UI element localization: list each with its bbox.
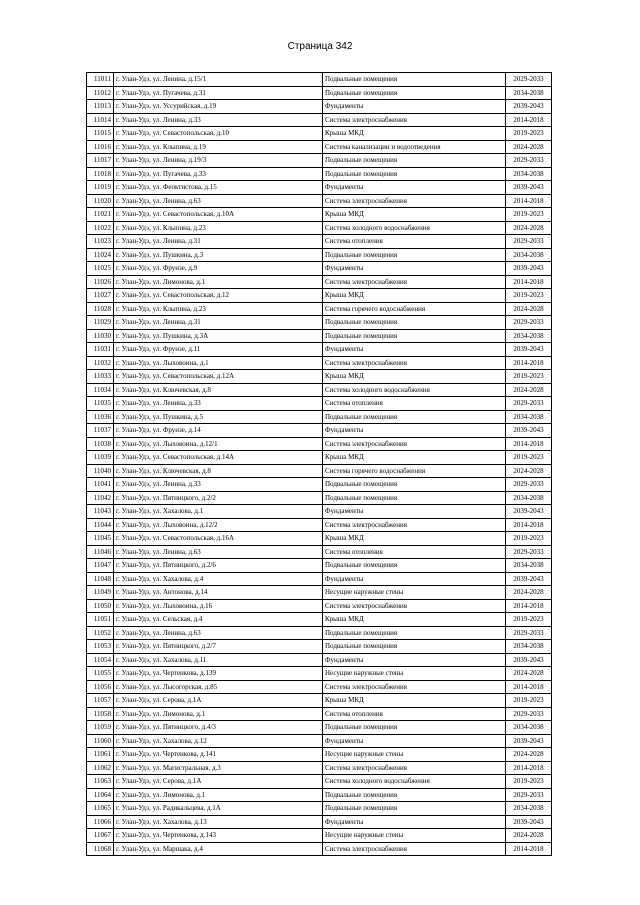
row-period: 2014-2018 (506, 194, 552, 208)
row-number: 11057 (87, 694, 114, 708)
row-period: 2024-2028 (506, 221, 552, 235)
table-row (87, 802, 552, 816)
table-row (87, 545, 552, 559)
row-number: 11020 (87, 194, 114, 208)
table-row (87, 694, 552, 708)
row-address: г. Улан-Удэ, ул. Пугачева, д.31 (114, 86, 323, 100)
row-number: 11060 (87, 734, 114, 748)
row-number: 11046 (87, 545, 114, 559)
row-address: г. Улан-Удэ, ул. Сельская, д.4 (114, 613, 323, 627)
row-number: 11015 (87, 127, 114, 141)
row-address: г. Улан-Удэ, ул. Пятницкого, д.4/3 (114, 721, 323, 735)
row-work-type: Система электроснабжения (323, 275, 506, 289)
table-row (87, 640, 552, 654)
row-period: 2014-2018 (506, 356, 552, 370)
row-number: 11034 (87, 383, 114, 397)
row-number: 11042 (87, 491, 114, 505)
row-work-type: Подвальные помещения (323, 154, 506, 168)
row-period: 2039-2043 (506, 181, 552, 195)
row-period: 2029-2033 (506, 707, 552, 721)
row-work-type: Система электроснабжения (323, 113, 506, 127)
table-row (87, 437, 552, 451)
row-work-type: Фундаменты (323, 343, 506, 357)
row-work-type: Фундаменты (323, 424, 506, 438)
row-number: 11061 (87, 748, 114, 762)
row-address: г. Улан-Удэ, ул. Лыховоина, д.12/1 (114, 437, 323, 451)
row-address: г. Улан-Удэ, ул. Клыпина, д.23 (114, 302, 323, 316)
row-work-type: Несущие наружные стены (323, 667, 506, 681)
row-work-type: Подвальные помещения (323, 329, 506, 343)
page-title: Страница 342 (287, 41, 353, 52)
row-period: 2014-2018 (506, 599, 552, 613)
row-period: 2019-2023 (506, 127, 552, 141)
table-row (87, 194, 552, 208)
row-number: 11043 (87, 505, 114, 519)
row-number: 11035 (87, 397, 114, 411)
table-row (87, 559, 552, 573)
row-number: 11028 (87, 302, 114, 316)
row-work-type: Система электроснабжения (323, 599, 506, 613)
table-row (87, 316, 552, 330)
row-period: 2039-2043 (506, 572, 552, 586)
row-work-type: Подвальные помещения (323, 478, 506, 492)
row-number: 11053 (87, 640, 114, 654)
row-period: 2039-2043 (506, 262, 552, 276)
row-work-type: Подвальные помещения (323, 626, 506, 640)
table-row (87, 208, 552, 222)
row-address: г. Улан-Удэ, ул. Чертенкова, д.139 (114, 667, 323, 681)
row-work-type: Несущие наружные стены (323, 748, 506, 762)
row-work-type: Крыша МКД (323, 451, 506, 465)
row-work-type: Крыша МКД (323, 289, 506, 303)
row-work-type: Система электроснабжения (323, 680, 506, 694)
row-period: 2019-2023 (506, 370, 552, 384)
row-period: 2034-2038 (506, 248, 552, 262)
row-address: г. Улан-Удэ, ул. Ленина, д.33 (114, 113, 323, 127)
row-number: 11067 (87, 829, 114, 843)
table-row (87, 73, 552, 87)
row-address: г. Улан-Удэ, ул. Клыпина, д.19 (114, 140, 323, 154)
row-address: г. Улан-Удэ, ул. Радикальцева, д.1А (114, 802, 323, 816)
row-period: 2039-2043 (506, 734, 552, 748)
row-work-type: Фундаменты (323, 100, 506, 114)
row-address: г. Улан-Удэ, ул. Севастопольская, д.10 (114, 127, 323, 141)
table-row (87, 491, 552, 505)
row-work-type: Подвальные помещения (323, 491, 506, 505)
row-number: 11044 (87, 518, 114, 532)
row-work-type: Фундаменты (323, 505, 506, 519)
row-address: г. Улан-Удэ, ул. Севастопольская, д.14А (114, 451, 323, 465)
row-work-type: Система отопления (323, 707, 506, 721)
row-work-type: Подвальные помещения (323, 559, 506, 573)
row-work-type: Система отопления (323, 235, 506, 249)
table-row (87, 613, 552, 627)
table-row (87, 383, 552, 397)
row-work-type: Система электроснабжения (323, 761, 506, 775)
row-period: 2029-2033 (506, 478, 552, 492)
table-row (87, 680, 552, 694)
row-number: 11062 (87, 761, 114, 775)
row-period: 2019-2023 (506, 532, 552, 546)
row-period: 2014-2018 (506, 680, 552, 694)
table-row (87, 154, 552, 168)
table-row (87, 424, 552, 438)
row-period: 2039-2043 (506, 343, 552, 357)
row-period: 2024-2028 (506, 302, 552, 316)
row-number: 11017 (87, 154, 114, 168)
row-number: 11068 (87, 842, 114, 856)
table-row (87, 518, 552, 532)
row-address: г. Улан-Удэ, ул. Севастопольская, д.16А (114, 532, 323, 546)
row-number: 11049 (87, 586, 114, 600)
row-period: 2019-2023 (506, 451, 552, 465)
row-period: 2039-2043 (506, 815, 552, 829)
row-number: 11041 (87, 478, 114, 492)
table-row (87, 275, 552, 289)
row-work-type: Фундаменты (323, 572, 506, 586)
row-work-type: Система горячего водоснабжения (323, 464, 506, 478)
row-work-type: Система отопления (323, 397, 506, 411)
row-number: 11051 (87, 613, 114, 627)
row-address: г. Улан-Удэ, ул. Ленина, д.33 (114, 478, 323, 492)
row-period: 2019-2023 (506, 613, 552, 627)
row-address: г. Улан-Удэ, ул. Ключевская, д.8 (114, 464, 323, 478)
row-address: г. Улан-Удэ, ул. Ленина, д.63 (114, 194, 323, 208)
row-period: 2024-2028 (506, 140, 552, 154)
row-period: 2029-2033 (506, 397, 552, 411)
row-address: г. Улан-Удэ, ул. Чертенкова, д.143 (114, 829, 323, 843)
row-work-type: Подвальные помещения (323, 721, 506, 735)
row-number: 11023 (87, 235, 114, 249)
row-address: г. Улан-Удэ, ул. Ленина, д.63 (114, 545, 323, 559)
row-number: 11013 (87, 100, 114, 114)
row-work-type: Система горячего водоснабжения (323, 302, 506, 316)
row-work-type: Фундаменты (323, 734, 506, 748)
row-period: 2014-2018 (506, 842, 552, 856)
table-row (87, 667, 552, 681)
row-address: г. Улан-Удэ, ул. Ключевская, д.8 (114, 383, 323, 397)
table-row (87, 302, 552, 316)
table-row (87, 842, 552, 856)
table-row (87, 397, 552, 411)
row-address: г. Улан-Удэ, ул. Фрунзе, д.14 (114, 424, 323, 438)
row-address: г. Улан-Удэ, ул. Уссурийская, д.19 (114, 100, 323, 114)
row-period: 2034-2038 (506, 86, 552, 100)
table-row (87, 370, 552, 384)
row-period: 2034-2038 (506, 802, 552, 816)
row-number: 11018 (87, 167, 114, 181)
row-address: г. Улан-Удэ, ул. Пятницкого, д.2/7 (114, 640, 323, 654)
table-row (87, 505, 552, 519)
row-work-type: Крыша МКД (323, 694, 506, 708)
row-number: 11026 (87, 275, 114, 289)
row-number: 11011 (87, 73, 114, 87)
row-address: г. Улан-Удэ, ул. Ленина, д.33 (114, 397, 323, 411)
row-work-type: Фундаменты (323, 815, 506, 829)
row-period: 2039-2043 (506, 100, 552, 114)
row-address: г. Улан-Удэ, ул. Ленина, д.63 (114, 626, 323, 640)
row-number: 11027 (87, 289, 114, 303)
row-period: 2019-2023 (506, 694, 552, 708)
row-number: 11030 (87, 329, 114, 343)
row-address: г. Улан-Удэ, ул. Хахалова, д.13 (114, 815, 323, 829)
row-number: 11050 (87, 599, 114, 613)
row-period: 2039-2043 (506, 505, 552, 519)
row-period: 2034-2038 (506, 721, 552, 735)
row-number: 11033 (87, 370, 114, 384)
row-number: 11016 (87, 140, 114, 154)
row-period: 2029-2033 (506, 154, 552, 168)
row-number: 11066 (87, 815, 114, 829)
table-row (87, 356, 552, 370)
row-work-type: Система холодного водоснабжения (323, 775, 506, 789)
row-period: 2034-2038 (506, 410, 552, 424)
table-row (87, 464, 552, 478)
row-address: г. Улан-Удэ, ул. Пятницкого, д.2/6 (114, 559, 323, 573)
row-address: г. Улан-Удэ, ул. Феоктистова, д.15 (114, 181, 323, 195)
row-number: 11059 (87, 721, 114, 735)
table-row (87, 788, 552, 802)
row-period: 2029-2033 (506, 788, 552, 802)
row-period: 2034-2038 (506, 167, 552, 181)
table-row (87, 532, 552, 546)
row-address: г. Улан-Удэ, ул. Ленина, д.31 (114, 316, 323, 330)
row-period: 2014-2018 (506, 518, 552, 532)
row-address: г. Улан-Удэ, ул. Ленина, д.19/3 (114, 154, 323, 168)
row-number: 11031 (87, 343, 114, 357)
row-address: г. Улан-Удэ, ул. Лимонова, д.1 (114, 788, 323, 802)
table-row (87, 748, 552, 762)
row-address: г. Улан-Удэ, ул. Пушкина, д.3 (114, 248, 323, 262)
table-row (87, 775, 552, 789)
row-period: 2024-2028 (506, 383, 552, 397)
row-number: 11063 (87, 775, 114, 789)
row-work-type: Подвальные помещения (323, 802, 506, 816)
row-number: 11038 (87, 437, 114, 451)
row-address: г. Улан-Удэ, ул. Фрунзе, д.11 (114, 343, 323, 357)
row-work-type: Система электроснабжения (323, 356, 506, 370)
row-period: 2024-2028 (506, 748, 552, 762)
row-work-type: Система канализации и водоотведения (323, 140, 506, 154)
row-period: 2014-2018 (506, 275, 552, 289)
row-period: 2014-2018 (506, 113, 552, 127)
table-row (87, 100, 552, 114)
row-period: 2014-2018 (506, 761, 552, 775)
table-row (87, 478, 552, 492)
row-number: 11065 (87, 802, 114, 816)
row-period: 2034-2038 (506, 640, 552, 654)
row-number: 11012 (87, 86, 114, 100)
row-work-type: Система электроснабжения (323, 518, 506, 532)
row-address: г. Улан-Удэ, ул. Магистральная, д.3 (114, 761, 323, 775)
row-number: 11040 (87, 464, 114, 478)
table-row (87, 815, 552, 829)
table-row (87, 289, 552, 303)
row-address: г. Улан-Удэ, ул. Хахалова, д.1 (114, 505, 323, 519)
row-number: 11052 (87, 626, 114, 640)
row-period: 2029-2033 (506, 316, 552, 330)
table-row (87, 127, 552, 141)
row-number: 11054 (87, 653, 114, 667)
row-period: 2019-2023 (506, 289, 552, 303)
row-address: г. Улан-Удэ, ул. Клыпина, д.23 (114, 221, 323, 235)
row-work-type: Фундаменты (323, 262, 506, 276)
row-address: г. Улан-Удэ, ул. Фрунзе, д.9 (114, 262, 323, 276)
table-row (87, 410, 552, 424)
row-period: 2019-2023 (506, 775, 552, 789)
row-address: г. Улан-Удэ, ул. Лыховоина, д.1 (114, 356, 323, 370)
table-row (87, 235, 552, 249)
registry-table (86, 72, 552, 856)
row-period: 2024-2028 (506, 829, 552, 843)
row-work-type: Система электроснабжения (323, 842, 506, 856)
table-row (87, 113, 552, 127)
row-number: 11037 (87, 424, 114, 438)
row-address: г. Улан-Удэ, ул. Серова, д.1А (114, 775, 323, 789)
row-address: г. Улан-Удэ, ул. Серова, д.1А (114, 694, 323, 708)
row-address: г. Улан-Удэ, ул. Лыховоина, д.16 (114, 599, 323, 613)
row-number: 11021 (87, 208, 114, 222)
row-number: 11025 (87, 262, 114, 276)
row-period: 2019-2023 (506, 208, 552, 222)
row-work-type: Несущие наружные стены (323, 829, 506, 843)
row-number: 11048 (87, 572, 114, 586)
row-address: г. Улан-Удэ, ул. Севастопольская, д.12 (114, 289, 323, 303)
row-work-type: Подвальные помещения (323, 73, 506, 87)
row-work-type: Фундаменты (323, 181, 506, 195)
row-address: г. Улан-Удэ, ул. Ленина, д.31 (114, 235, 323, 249)
row-number: 11058 (87, 707, 114, 721)
row-period: 2029-2033 (506, 545, 552, 559)
row-address: г. Улан-Удэ, ул. Хахалова, д.11 (114, 653, 323, 667)
row-address: г. Улан-Удэ, ул. Маршака, д.4 (114, 842, 323, 856)
row-work-type: Система отопления (323, 545, 506, 559)
row-address: г. Улан-Удэ, ул. Севастопольская, д.10А (114, 208, 323, 222)
row-number: 11064 (87, 788, 114, 802)
row-work-type: Подвальные помещения (323, 640, 506, 654)
row-work-type: Система электроснабжения (323, 194, 506, 208)
row-period: 2034-2038 (506, 559, 552, 573)
table-row (87, 653, 552, 667)
row-work-type: Подвальные помещения (323, 788, 506, 802)
registry-table-body (87, 73, 552, 856)
table-row (87, 262, 552, 276)
table-row (87, 572, 552, 586)
row-work-type: Подвальные помещения (323, 248, 506, 262)
row-period: 2034-2038 (506, 491, 552, 505)
table-row (87, 343, 552, 357)
row-number: 11019 (87, 181, 114, 195)
row-address: г. Улан-Удэ, ул. Лимонова, д.1 (114, 707, 323, 721)
row-work-type: Подвальные помещения (323, 316, 506, 330)
table-row (87, 586, 552, 600)
row-address: г. Улан-Удэ, ул. Пушкина, д.3А (114, 329, 323, 343)
table-row (87, 599, 552, 613)
table-row (87, 167, 552, 181)
row-work-type: Система холодного водоснабжения (323, 221, 506, 235)
row-address: г. Улан-Удэ, ул. Хахалова, д.4 (114, 572, 323, 586)
row-number: 11029 (87, 316, 114, 330)
table-row (87, 451, 552, 465)
row-period: 2034-2038 (506, 329, 552, 343)
row-address: г. Улан-Удэ, ул. Лысогорская, д.85 (114, 680, 323, 694)
row-work-type: Крыша МКД (323, 613, 506, 627)
row-address: г. Улан-Удэ, ул. Лимонова, д.1 (114, 275, 323, 289)
row-work-type: Крыша МКД (323, 532, 506, 546)
row-number: 11055 (87, 667, 114, 681)
table-row (87, 734, 552, 748)
row-number: 11039 (87, 451, 114, 465)
row-number: 11045 (87, 532, 114, 546)
table-row (87, 248, 552, 262)
row-work-type: Крыша МКД (323, 208, 506, 222)
table-row (87, 761, 552, 775)
row-period: 2024-2028 (506, 586, 552, 600)
row-period: 2024-2028 (506, 464, 552, 478)
row-address: г. Улан-Удэ, ул. Ленина, д.15/1 (114, 73, 323, 87)
table-row (87, 707, 552, 721)
row-work-type: Подвальные помещения (323, 167, 506, 181)
table-row (87, 626, 552, 640)
row-work-type: Несущие наружные стены (323, 586, 506, 600)
table-row (87, 140, 552, 154)
row-work-type: Система электроснабжения (323, 437, 506, 451)
row-number: 11024 (87, 248, 114, 262)
row-number: 11014 (87, 113, 114, 127)
row-address: г. Улан-Удэ, ул. Севастопольская, д.12А (114, 370, 323, 384)
table-row (87, 221, 552, 235)
row-period: 2014-2018 (506, 437, 552, 451)
row-address: г. Улан-Удэ, ул. Пугачева, д.33 (114, 167, 323, 181)
row-work-type: Крыша МКД (323, 370, 506, 384)
table-row (87, 721, 552, 735)
row-address: г. Улан-Удэ, ул. Хахалова, д.12 (114, 734, 323, 748)
row-work-type: Подвальные помещения (323, 410, 506, 424)
row-period: 2039-2043 (506, 653, 552, 667)
row-address: г. Улан-Удэ, ул. Чертенкова, д.141 (114, 748, 323, 762)
row-period: 2029-2033 (506, 626, 552, 640)
row-work-type: Система холодного водоснабжения (323, 383, 506, 397)
table-row (87, 181, 552, 195)
row-address: г. Улан-Удэ, ул. Антонова, д.14 (114, 586, 323, 600)
row-number: 11056 (87, 680, 114, 694)
row-work-type: Фундаменты (323, 653, 506, 667)
row-period: 2024-2028 (506, 667, 552, 681)
row-number: 11036 (87, 410, 114, 424)
row-address: г. Улан-Удэ, ул. Пушкина, д.5 (114, 410, 323, 424)
table-row (87, 829, 552, 843)
row-period: 2029-2033 (506, 73, 552, 87)
row-address: г. Улан-Удэ, ул. Лыховоина, д.12/2 (114, 518, 323, 532)
row-number: 11022 (87, 221, 114, 235)
row-work-type: Подвальные помещения (323, 86, 506, 100)
table-row (87, 86, 552, 100)
row-number: 11047 (87, 559, 114, 573)
row-period: 2039-2043 (506, 424, 552, 438)
table-row (87, 329, 552, 343)
row-address: г. Улан-Удэ, ул. Пятницкого, д.2/2 (114, 491, 323, 505)
row-number: 11032 (87, 356, 114, 370)
row-work-type: Крыша МКД (323, 127, 506, 141)
row-period: 2029-2033 (506, 235, 552, 249)
